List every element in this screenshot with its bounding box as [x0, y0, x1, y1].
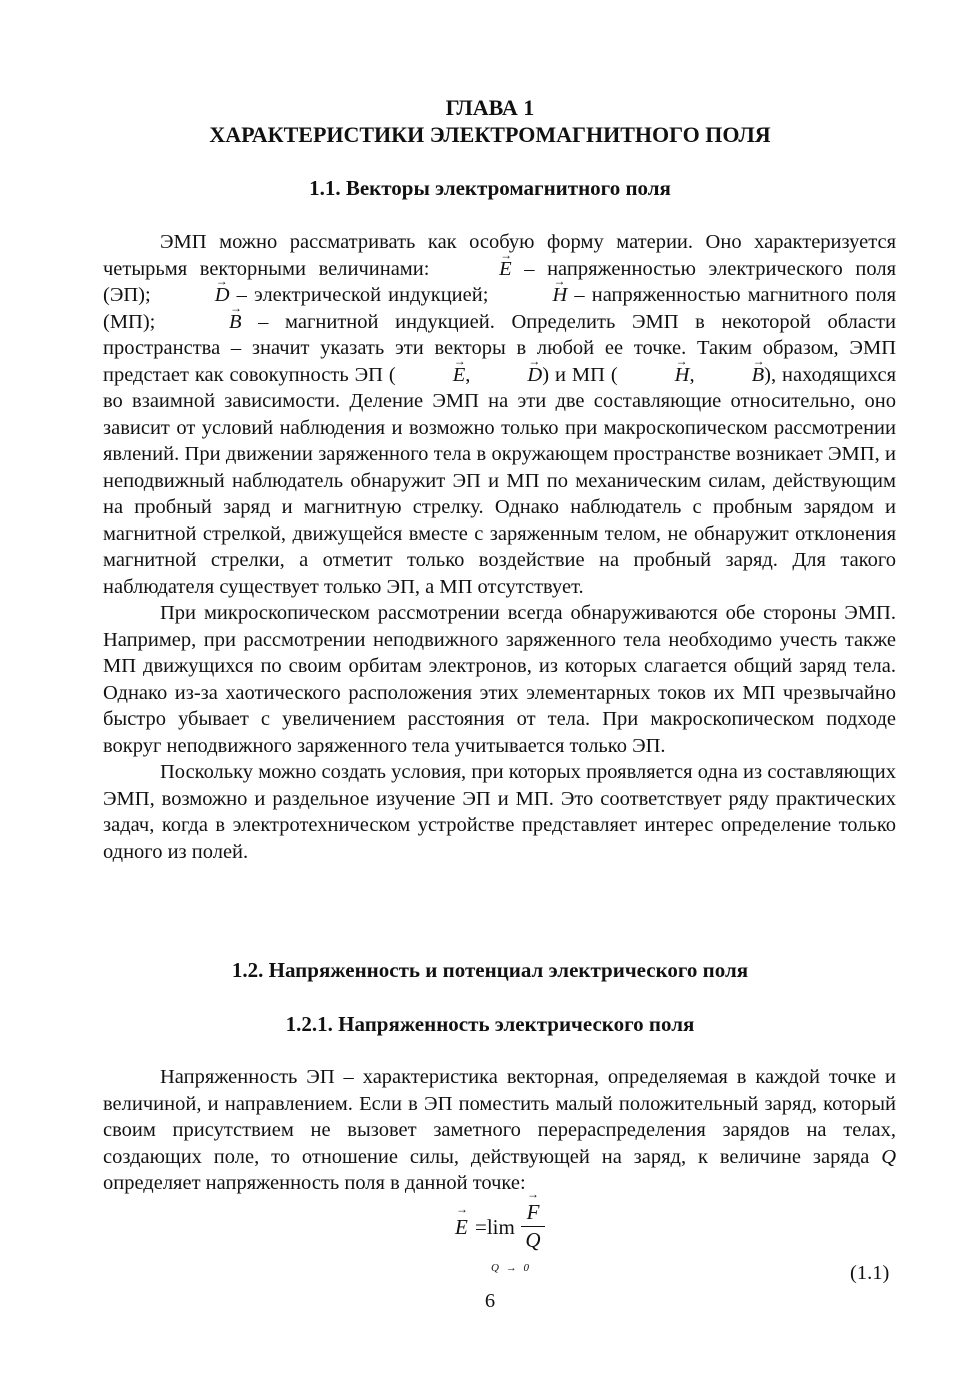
formula-lhs: → E [455, 1215, 468, 1240]
section-heading-1-2: 1.2. Напряженность и потенциал электрического поля [231, 958, 749, 982]
fraction-bar [521, 1226, 545, 1227]
paragraph: При микроскопическом рассмотрении всегда обнаруживаются обе стороны ЭМП. Например, при рассмотрении неподвижного заряженного тела необходимо учесть также МП движущихся по своим орбитам электронов, из которых слагается общий заряд тела. Однако из-за хаотического расположения этих элементарных токов их МП чрезвычайно быстро убывает с увеличением расстояния от тела. При макроскопическом подходе вокруг неподвижного заряженного тела учитывается только ЭП. [103, 602, 896, 757]
formula-lim: =lim [475, 1215, 515, 1239]
formula-limit-subscript: Q → 0 [491, 1262, 531, 1274]
chapter-number: ГЛАВА 1 [445, 95, 535, 120]
vector-b: → B [695, 362, 765, 389]
vector-e: → E [442, 256, 512, 283]
formula-fraction [521, 1200, 545, 1253]
vector-h: → H [496, 282, 568, 309]
equation-number: (1.1) [850, 1262, 890, 1284]
vector-h: → H [618, 362, 690, 389]
paragraph: Поскольку можно создать условия, при которых проявляется одна из составляющих ЭМП, возможно и раздельное изучение ЭП и МП. Это соответствует ряду практических задач, когда в электротехническом устройстве представляет интерес определение только одного из полей. [103, 761, 896, 863]
paragraph: Напряженность ЭП – характеристика векторная, определяемая в каждой точке и величиной, и направлением. Если в ЭП поместить малый положительный заряд, который своим присутствием не вызовет заметного перераспределения зарядов на телах, создающих поле, то отношение силы, действующей на заряд, к величине заряда Q определяет напряженность поля в данной точке: [103, 1066, 896, 1194]
paragraph: ЭМП можно рассматривать как особую форму материи. Оно характеризуется четырьмя векторными величинами: → E – напряженностью электрического поля (ЭП); → D – электрической индукцией; → H – напряженностью магнитного поля (МП); → B – магнитной индукцией. Определить ЭМП в некоторой области пространства – значит указать эти векторы в любой ее точке. Таким образом, ЭМП предстает как совокупность ЭП (→ E,→ D) и МП (→ H,→ B), находящихся во взаимной зависимости. Деление ЭМП на эти две составляющие относительно, оно зависит от условий наблюдения и возможно только при макроскопическом рассмотрении явлений. При движении заряженного тела в окружающем пространстве возникает ЭМП, и неподвижный наблюдатель обнаружит ЭП и МП по механическим силам, действующим на пробный заряд и магнитную стрелку. Однако наблюдатель с пробным зарядом и магнитной стрелкой, движущейся вместе с заряженным телом, не обнаружит отклонения магнитной стрелки, а отметит только воздействие на пробный заряд. Для такого наблюдателя существует только ЭП, а МП отсутствует. [103, 229, 896, 600]
page-number: 6 [484, 1290, 496, 1312]
section-1-1-body [103, 229, 896, 865]
section-heading-1-2-1: 1.2.1. Напряженность электрического поля [285, 1012, 695, 1036]
charge-symbol: Q [881, 1145, 896, 1168]
section-heading-1-1: 1.1. Векторы электромагнитного поля [309, 176, 671, 200]
formula-1-1 [455, 1200, 595, 1284]
vector-e: → E [396, 362, 466, 389]
vector-d: → D [470, 362, 542, 389]
formula-numerator: → F [521, 1200, 545, 1225]
formula-denominator: Q [525, 1228, 541, 1252]
section-1-2-1-body [103, 1064, 896, 1197]
vector-b: → B [172, 309, 242, 336]
vector-d: → D [158, 282, 230, 309]
chapter-title: ХАРАКТЕРИСТИКИ ЭЛЕКТРОМАГНИТНОГО ПОЛЯ [209, 122, 771, 147]
